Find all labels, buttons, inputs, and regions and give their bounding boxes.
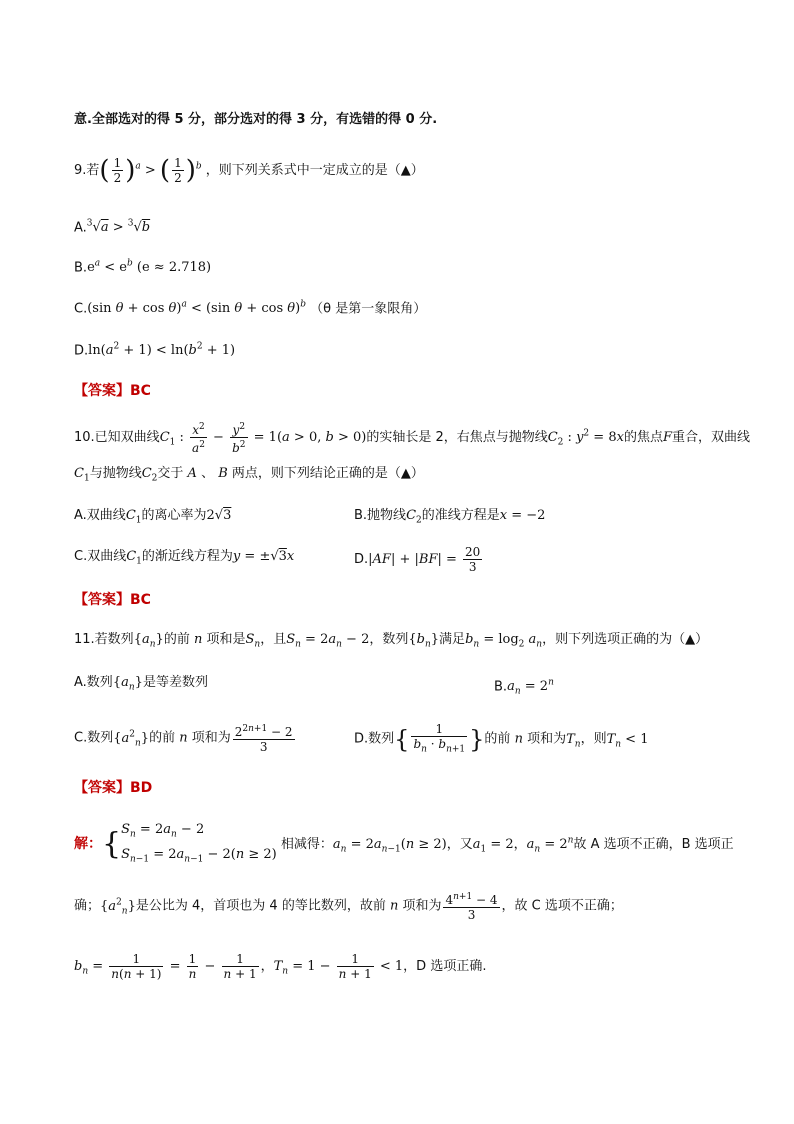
solution-line1: 解：{ $S_n = 2a_n - 2$ $S_{n-1} = 2a_{n-1} - 2(n \ge 2)$ 相减得：$a_n = 2a_{n-1}(n \ge 2)$，又$a_1 = 2$，$a_n = 2^n$故 A 选项不正确，B 选项正 [74,822,734,865]
question-10-stem-line2: $C_1$与抛物线$C_2$交于 A 、 B 两点，则下列结论正确的是（▲） [74,466,424,484]
q9-tail: ，则下列关系式中一定成立的是（▲） [205,163,424,178]
q10-answer: 【答案】BC [74,592,151,608]
question-9-stem [74,156,424,185]
q9-option-b: $B.e^a < e^b$ (e ≈ 2.718) [74,259,212,276]
solution-line3: $b_n$ = $\frac{1}{n(n + 1)}$ = $\frac{1}{n}$ − $\frac{1}{n + 1}$ ，$T_n = 1$ − $\frac{1}{n + 1}$ < 1，D 选项正确. [74,952,487,981]
q9-answer: 【答案】BC [74,383,151,399]
q10-option-d: D.|AF| + |BF| = $\frac{20}{3}$ [354,545,481,574]
q9-option-d: $D.\ln(a^2 + 1) < \ln(b^2 + 1)$ [74,342,236,359]
q9-option-c: C.(sin θ + cos θ)$^a$ < (sin θ + cos θ)$^b$ （θ 是第一象限角） [74,300,427,317]
q9-option-a: A.$^3$√a > $^3$√b [74,219,151,236]
q11-option-c: C.数列$\{a^2_n\}$的前 n 项和为 $\frac{2^{2n+1} - 2}{3}$ [74,724,293,754]
solution-label: 解： [74,836,102,853]
q11-option-b: $B.a_n = 2^n$ [494,678,554,697]
question-11-stem: 11.若数列$\{a_n\}$的前 n 项和是$S_n$，且$S_n = 2a_n - 2$，数列$\{b_n\}$满足$b_n = \log_2 a_n$，则下列选项正确的为（▲） [74,632,709,650]
q10-option-b: B.抛物线$C_2$的准线方程是x = −2 [354,508,546,526]
solution-line2: 确；$\{a^2_n\}$是公比为 4，首项也为 4 的等比数列，故前 n 项和为 $\frac{4^{n+1} - 4}{3}$ ，故 C 选项不正确； [74,892,623,922]
q10-option-a: A.双曲线$C_1$的离心率为2√3 [74,508,232,526]
q11-option-a: A.数列$\{a_n\}$是等差数列 [74,675,208,693]
q9-inequality: ( $\frac{1}{2}$ )$^a$ > ( $\frac{1}{2}$ )$^b$ [99,155,202,186]
q10-option-c: C.双曲线$C_1$的渐近线方程为y = ±√3x [74,549,295,567]
q9-prefix: 9.若 [74,163,100,178]
question-10-stem-line1: 10.已知双曲线$C_1$ : $\frac{x^2}{a^2}$ − $\frac{y^2}{b^2}$ = 1(a > 0, b > 0)的实轴长是 2，右焦点与抛物线$C_2$ : $y^2 = 8x$的焦点F重合，双曲线 [74,422,750,455]
q11-option-d: D.数列{ $\frac{1}{b_n \cdot b_{n+1}}$ }的前 n 项和为$T_n$，则$T_n < 1$ [354,722,649,755]
q11-answer: 【答案】BD [74,780,153,796]
section-instruction: 意.全部选对的得 5 分，部分选对的得 3 分，有选错的得 0 分. [74,112,438,127]
